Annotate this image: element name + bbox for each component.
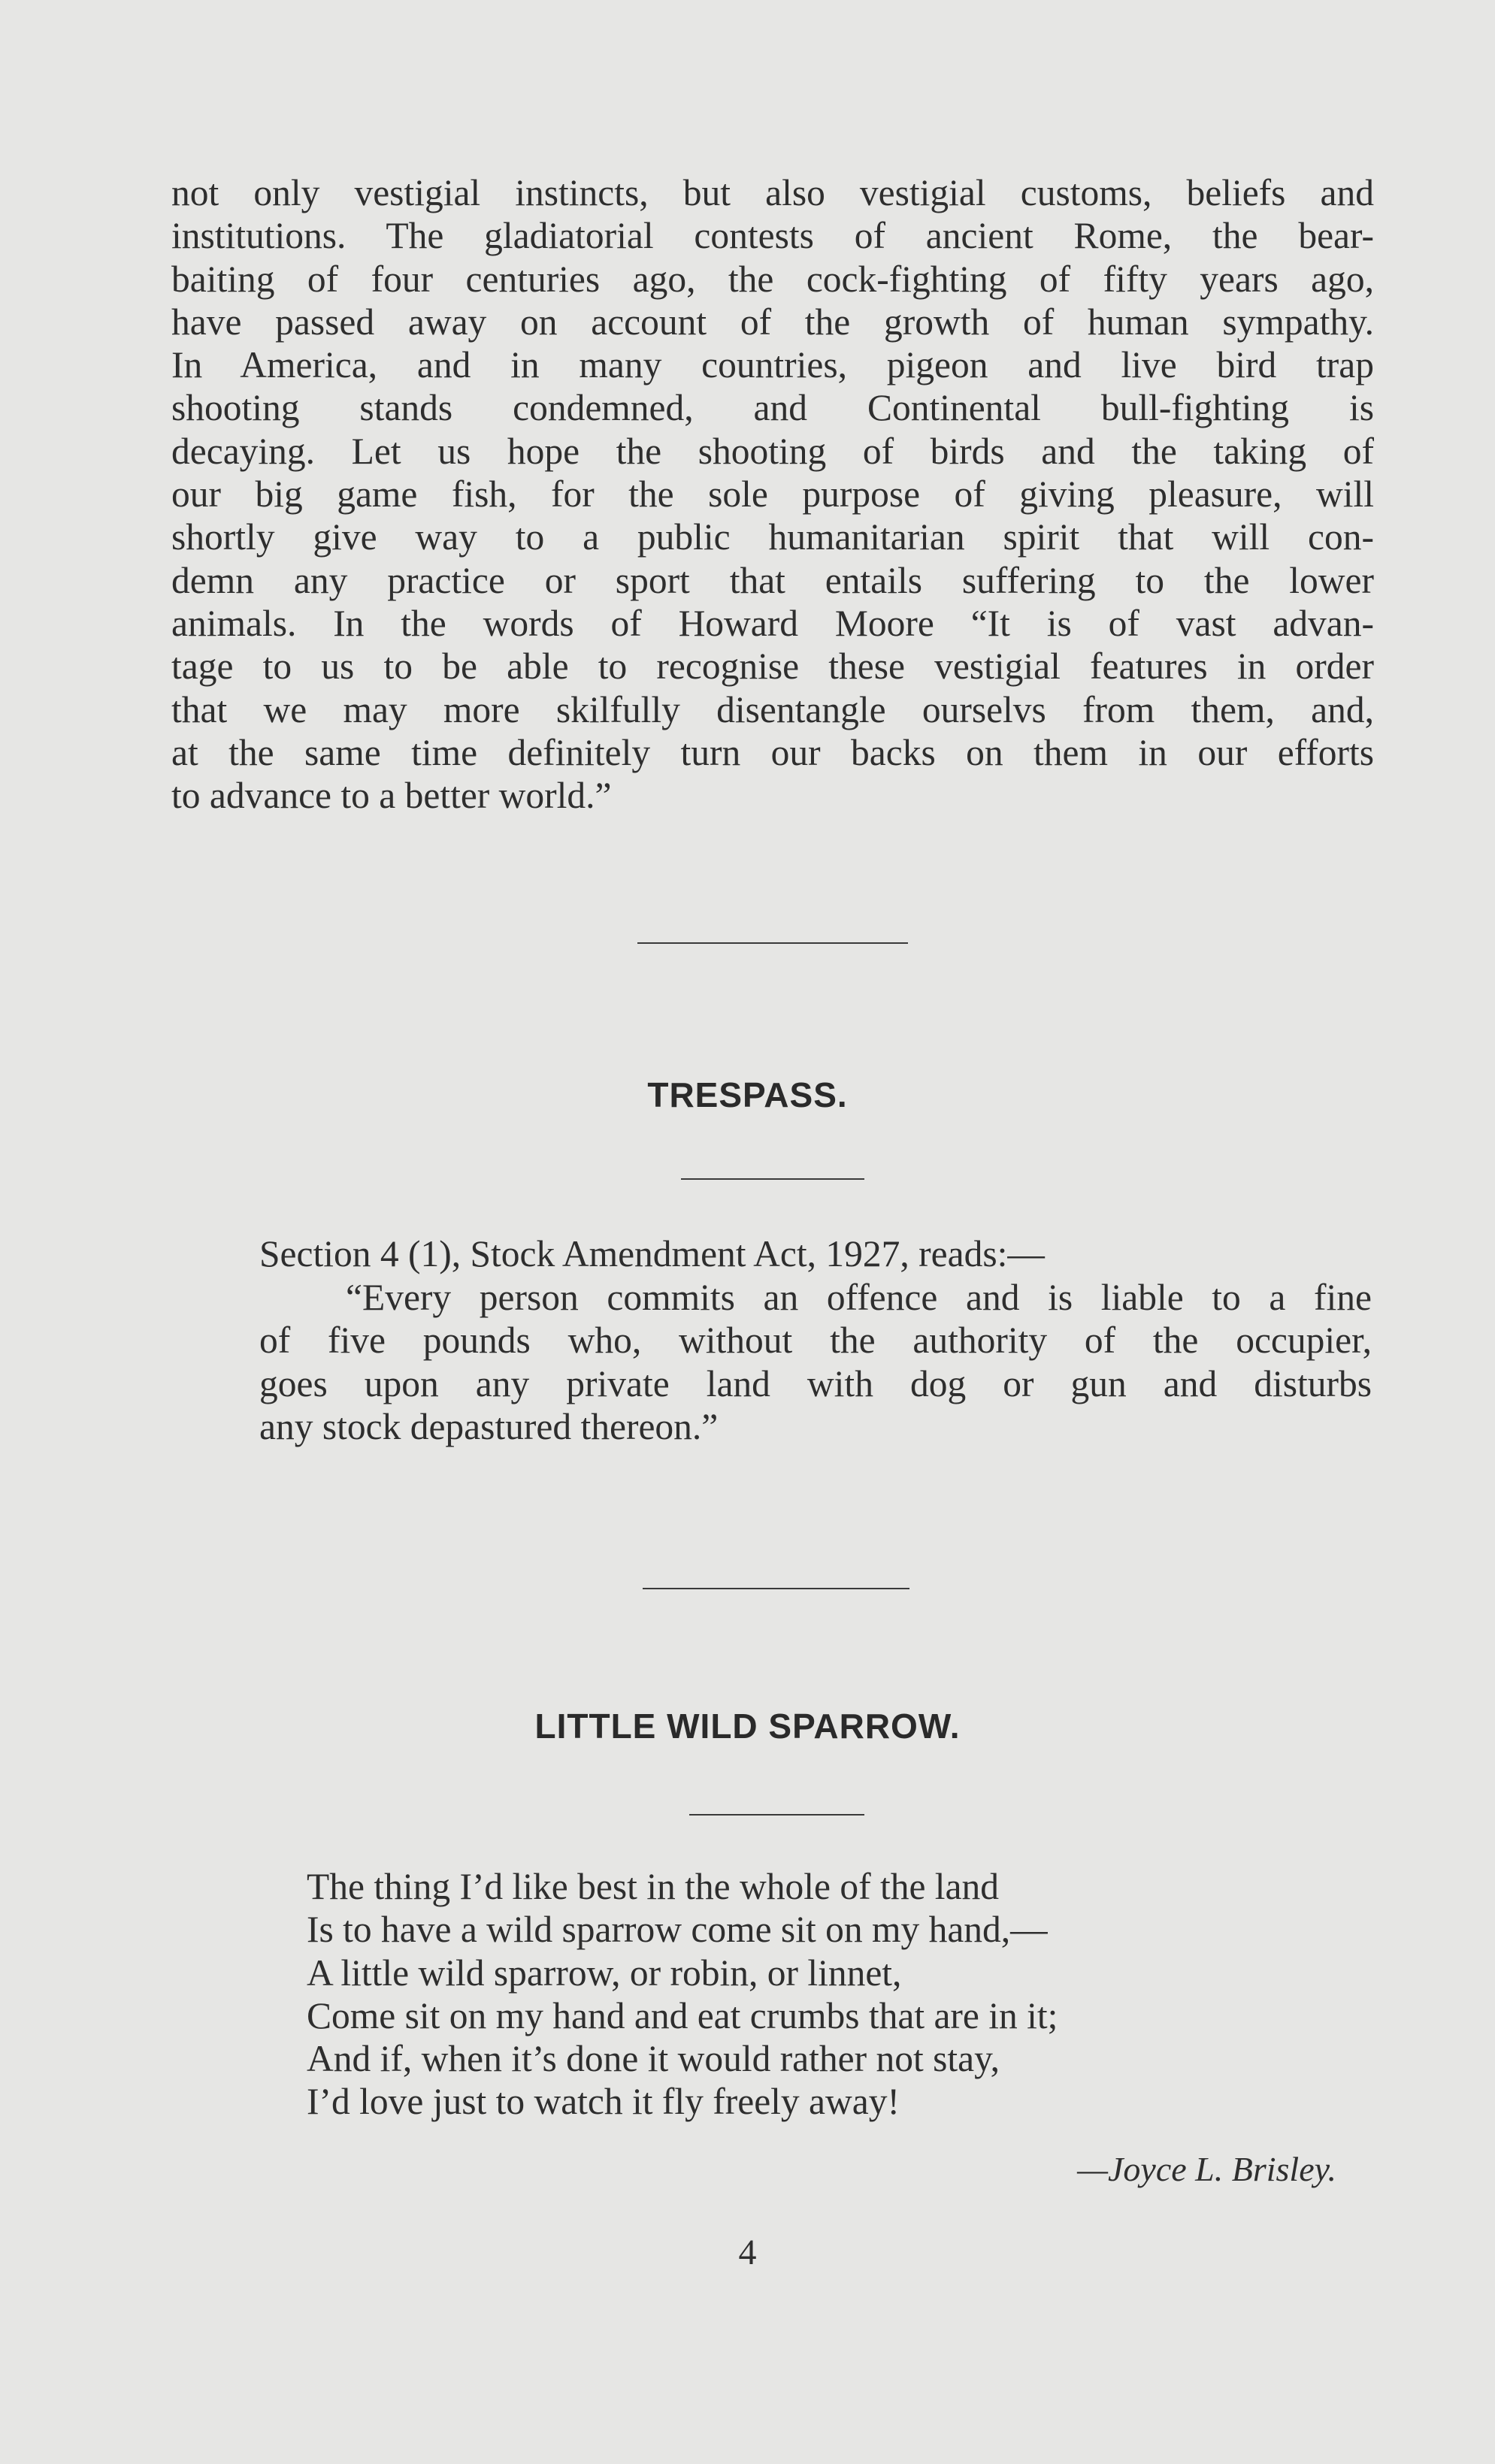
poem-line: Come sit on my hand and eat crumbs that are in it; (307, 1994, 1058, 2036)
section-divider (643, 1588, 909, 1589)
poem-line: Is to have a wild sparrow come sit on my hand,— (307, 1909, 1048, 1951)
heading-divider (689, 1814, 864, 1815)
poem-line: I’d love just to watch it fly freely away! (307, 2081, 900, 2123)
paragraph-line: animals. In the words of Howard Moore “It is of vast advan- (171, 602, 1374, 644)
trespass-heading: TRESPASS. (647, 1075, 848, 1114)
poem-author: —Joyce L. Brisley. (1077, 2150, 1336, 2188)
page-number: 4 (738, 2233, 757, 2272)
paragraph-line: our big game fish, for the sole purpose of giving pleasure, will (171, 473, 1374, 515)
heading-divider (681, 1178, 864, 1180)
paragraph-line: shooting stands condemned, and Continental bull-fighting is (171, 387, 1374, 429)
paragraph-line: tage to us to be able to recognise these vestigial features in order (171, 645, 1374, 688)
paragraph-line: decaying. Let us hope the shooting of birds and the taking of (171, 430, 1374, 472)
trespass-quote-line: goes upon any private land with dog or gun and disturbs (259, 1362, 1372, 1404)
paragraph-line: not only vestigial instincts, but also vestigial customs, beliefs and (171, 172, 1374, 213)
poem-line: A little wild sparrow, or robin, or linnet, (307, 1952, 902, 1994)
trespass-quote-line: any stock depastured thereon.” (259, 1406, 719, 1447)
paragraph-line: baiting of four centuries ago, the cock-fighting of fifty years ago, (171, 258, 1374, 300)
trespass-quote-line: “Every person commits an offence and is liable to a fine (346, 1276, 1372, 1318)
trespass-quote-line: of five pounds who, without the authority of the occupier, (259, 1320, 1372, 1361)
paragraph-line: shortly give way to a public humanitarian spirit that will con- (171, 516, 1374, 558)
paragraph-line: demn any practice or sport that entails suffering to the lower (171, 559, 1374, 601)
trespass-section (259, 1232, 1372, 1449)
paragraph-line: In America, and in many countries, pigeon and live bird trap (171, 344, 1374, 386)
paragraph-line: have passed away on account of the growth of human sympathy. (171, 301, 1374, 343)
paragraph-line: that we may more skilfully disentangle ourselvs from them, and, (171, 688, 1374, 730)
body-paragraph (171, 171, 1374, 817)
poem (307, 1865, 1359, 2124)
section-divider (637, 942, 908, 944)
paragraph-line: institutions. The gladiatorial contests of ancient Rome, the bear- (171, 215, 1374, 257)
poem-line: And if, when it’s done it would rather not stay, (307, 2038, 1000, 2080)
poem-heading: LITTLE WILD SPARROW. (534, 1707, 961, 1746)
paragraph-line: at the same time definitely turn our backs on them in our efforts (171, 731, 1374, 773)
trespass-intro: Section 4 (1), Stock Amendment Act, 1927, reads:— (259, 1233, 1045, 1274)
poem-line: The thing I’d like best in the whole of the land (307, 1866, 1000, 1907)
paragraph-line: to advance to a better world.” (171, 775, 612, 817)
